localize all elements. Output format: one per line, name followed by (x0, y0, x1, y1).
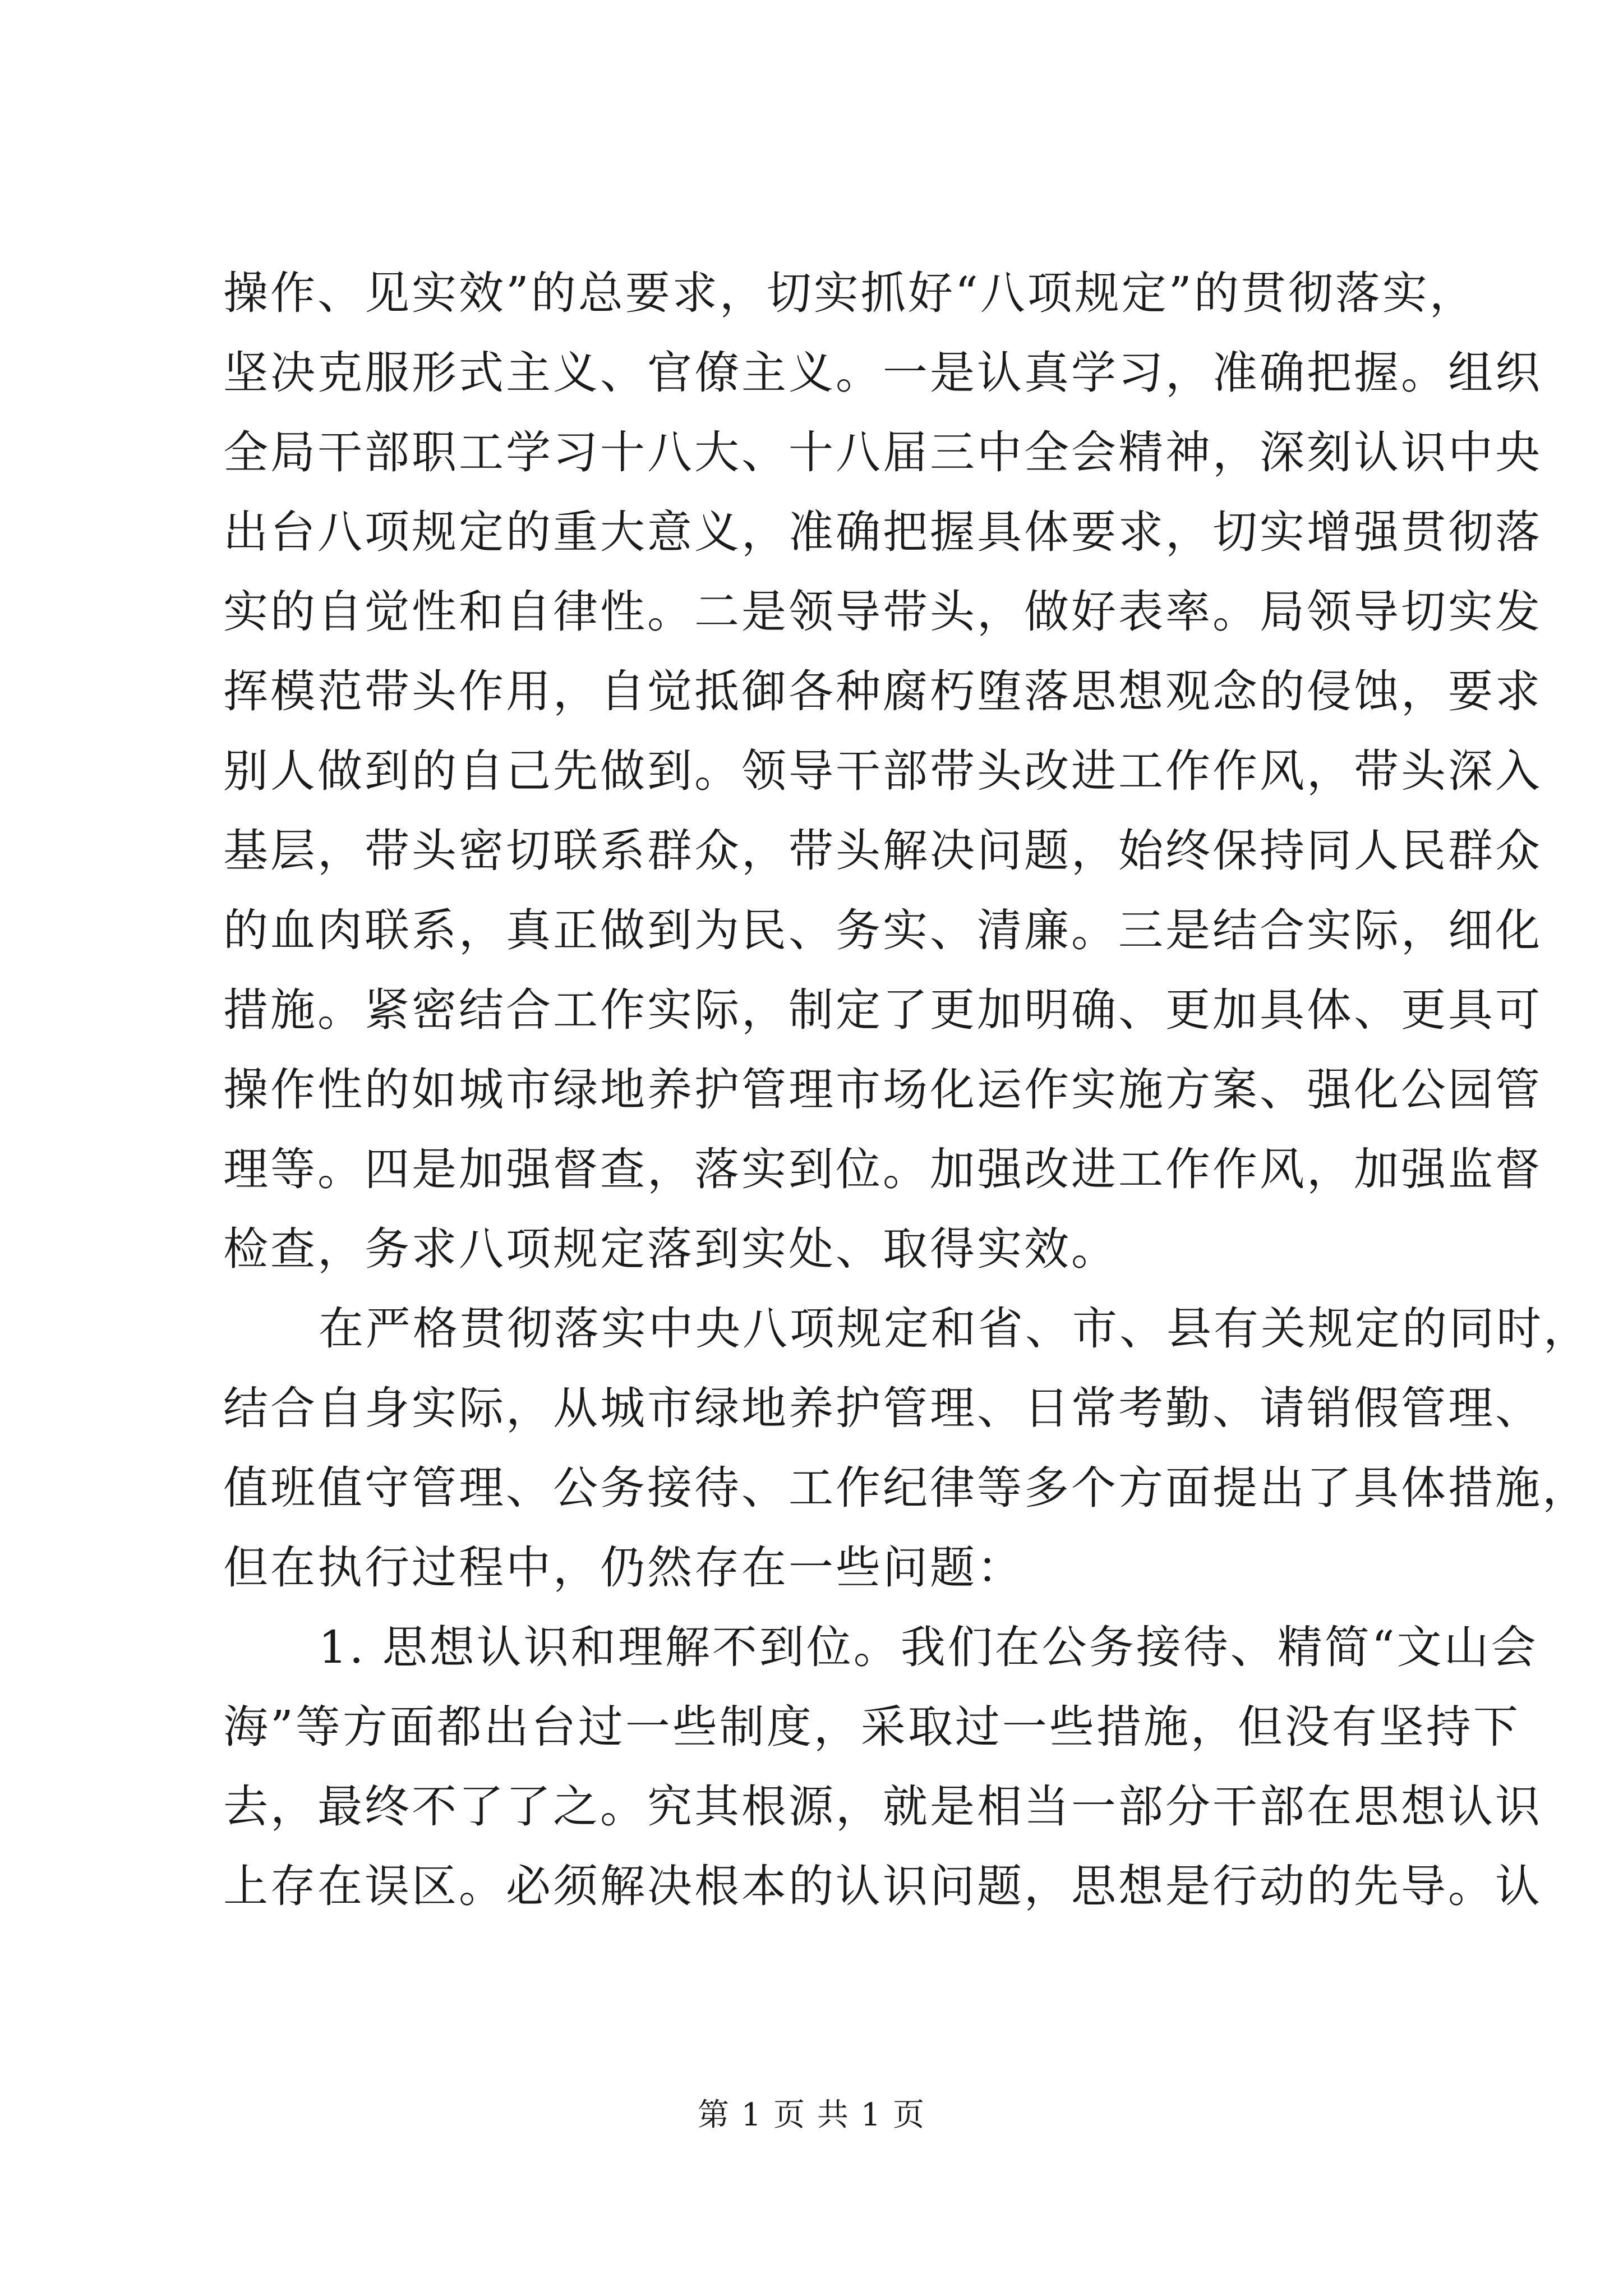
text-line: 理等。四是加强督查，落实到位。加强改进工作作风，加强监督 (223, 1143, 1542, 1195)
text-line: 上存在误区。必须解决根本的认识问题，思想是行动的先导。认 (223, 1860, 1542, 1912)
text-line: 基层，带头密切联系群众，带头解决问题，始终保持同人民群众 (223, 825, 1542, 877)
list-item-first-line: 1. 思想认识和理解不到位。我们在公务接待、精简“文山会 (319, 1621, 1538, 1673)
text-line: 去，最终不了了之。究其根源，就是相当一部分干部在思想认识 (223, 1780, 1542, 1833)
text-line: 实的自觉性和自律性。二是领导带头，做好表率。局领导切实发 (223, 586, 1542, 638)
text-line: 操作性的如城市绿地养护管理市场化运作实施方案、强化公园管 (223, 1064, 1542, 1116)
text-line: 别人做到的自己先做到。领导干部带头改进工作作风，带头深入 (223, 745, 1542, 797)
paragraph-first-line: 在严格贯彻落实中央八项规定和省、市、县有关规定的同时， (319, 1303, 1590, 1355)
text-line: 的血肉联系，真正做到为民、务实、清廉。三是结合实际，细化 (223, 904, 1542, 956)
text-line: 出台八项规定的重大意义，准确把握具体要求，切实增强贯彻落 (223, 506, 1542, 558)
text-line: 检查，务求八项规定落到实处、取得实效。 (223, 1223, 1118, 1275)
document-body (223, 254, 1590, 1926)
text-line: 结合自身实际，从城市绿地养护管理、日常考勤、请销假管理、 (223, 1382, 1542, 1434)
text-line: 措施。紧密结合工作实际，制定了更加明确、更加具体、更具可 (223, 984, 1542, 1036)
text-line: 操作、见实效”的总要求，切实抓好“八项规定”的贯彻落实， (223, 267, 1477, 319)
page-footer: 第 1 页 共 1 页 (697, 2097, 926, 2133)
text-line: 坚决克服形式主义、官僚主义。一是认真学习，准确把握。组织 (223, 347, 1542, 399)
text-line: 挥模范带头作用，自觉抵御各种腐朽堕落思想观念的侵蚀，要求 (223, 665, 1542, 717)
text-line: 但在执行过程中，仍然存在一些问题： (223, 1542, 1024, 1594)
text-line: 全局干部职工学习十八大、十八届三中全会精神，深刻认识中央 (223, 426, 1542, 478)
text-line: 值班值守管理、公务接待、工作纪律等多个方面提出了具体措施， (223, 1462, 1589, 1514)
text-line: 海”等方面都出台过一些制度，采取过一些措施，但没有坚持下 (223, 1701, 1520, 1753)
